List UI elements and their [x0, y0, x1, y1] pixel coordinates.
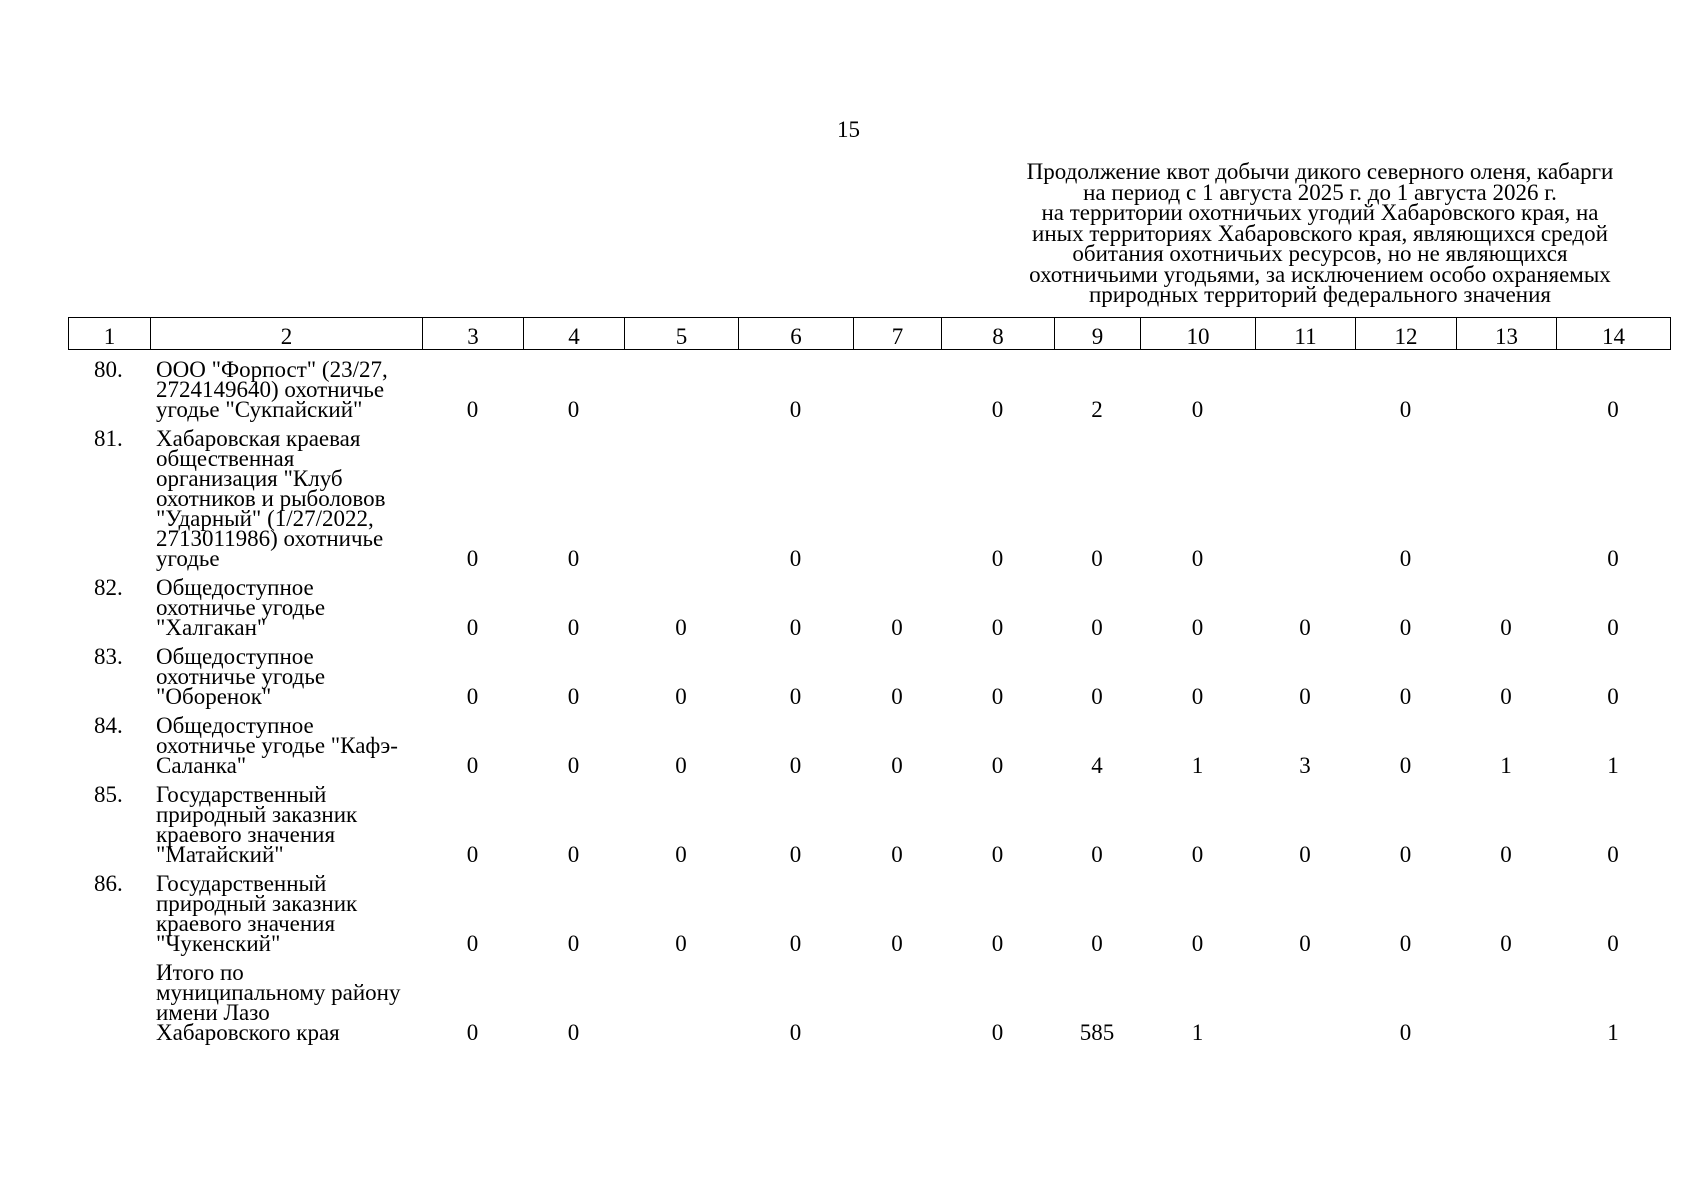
- cell-col-9: 0: [1091, 684, 1103, 709]
- row-name-line: охотничье угодье: [156, 595, 326, 620]
- heading-line: на период с 1 августа 2025 г. до 1 августа 2026 г.: [1083, 179, 1557, 205]
- cell-col-10: 0: [1191, 615, 1204, 640]
- row-name-line: Общедоступное: [156, 644, 314, 669]
- row-name: [150, 356, 422, 425]
- cell-col-10: 0: [1191, 397, 1204, 422]
- cell-col-8: 0: [991, 931, 1004, 956]
- cell-col-13: 1: [1500, 753, 1512, 778]
- cell-col-10: 0: [1191, 842, 1204, 867]
- cell-col-12: 0: [1399, 842, 1412, 867]
- cell-col-12: 0: [1399, 615, 1412, 640]
- column-header-row: [68, 317, 1671, 350]
- cell-col-14: 0: [1607, 931, 1619, 956]
- cell-col-5: [624, 425, 738, 574]
- quota-table: [68, 356, 1670, 1048]
- cell-col-8: 0: [991, 753, 1004, 778]
- cell-col-9: 585: [1079, 1020, 1115, 1045]
- cell-col-9: 0: [1091, 615, 1103, 640]
- row-name: [150, 870, 422, 959]
- row-name: [150, 574, 422, 643]
- cell-col-7: [853, 425, 941, 574]
- cell-col-13: [1456, 959, 1556, 1048]
- cell-col-8: 0: [991, 397, 1004, 422]
- row-number: 81.: [94, 426, 123, 451]
- row-name-line: угодье: [156, 546, 220, 571]
- cell-col-4: 0: [567, 753, 580, 778]
- cell-col-12: 0: [1399, 753, 1412, 778]
- cell-col-6: 0: [789, 753, 802, 778]
- cell-col-11: [1255, 959, 1355, 1048]
- row-name-line: Общедоступное: [156, 713, 314, 738]
- cell-col-5: 0: [675, 931, 687, 956]
- row-name-line: организация "Клуб: [156, 466, 343, 491]
- cell-col-12: 0: [1399, 931, 1412, 956]
- row-name-line: Государственный: [156, 782, 327, 807]
- table-row: [68, 959, 1670, 1048]
- column-header-6: 6: [739, 318, 854, 350]
- heading-line: природных территорий федерального значения: [1088, 282, 1552, 307]
- row-name-line: природный заказник: [156, 891, 358, 916]
- table-row: [68, 870, 1670, 959]
- column-header-7: 7: [854, 318, 942, 350]
- cell-col-8: 0: [991, 684, 1004, 709]
- cell-col-7: [853, 356, 941, 425]
- cell-col-13: 0: [1500, 615, 1512, 640]
- column-header-4: 4: [524, 318, 625, 350]
- row-name-line: Саланка": [156, 753, 247, 778]
- table-row: [68, 712, 1670, 781]
- row-name-line: "Халгакан": [156, 615, 267, 640]
- row-number: 84.: [94, 713, 123, 738]
- cell-col-14: 0: [1607, 397, 1619, 422]
- cell-col-6: 0: [789, 1020, 802, 1045]
- cell-col-11: [1255, 425, 1355, 574]
- heading-line: иных территориях Хабаровского края, являющихся средой: [1032, 220, 1608, 246]
- column-header-11: 11: [1256, 318, 1356, 350]
- row-name: [150, 643, 422, 712]
- heading-line: на территории охотничьих угодий Хабаровского края, на: [1041, 200, 1599, 225]
- cell-col-14: 0: [1607, 842, 1619, 867]
- cell-col-6: 0: [789, 546, 802, 571]
- row-name: [150, 781, 422, 870]
- row-name-line: общественная: [156, 446, 295, 471]
- cell-col-13: 0: [1500, 931, 1512, 956]
- cell-col-12: 0: [1399, 1020, 1412, 1045]
- cell-col-7: 0: [891, 842, 903, 867]
- column-header-12: 12: [1356, 318, 1457, 350]
- cell-col-10: 0: [1191, 684, 1204, 709]
- cell-col-5: [624, 959, 738, 1048]
- cell-col-6: 0: [789, 931, 802, 956]
- page-number: 15: [837, 117, 860, 142]
- cell-col-9: 0: [1091, 931, 1103, 956]
- cell-col-5: 0: [675, 615, 687, 640]
- heading-line: обитания охотничьих ресурсов, но не являющихся: [1072, 241, 1568, 266]
- cell-col-14: 0: [1607, 684, 1619, 709]
- column-header-13: 13: [1457, 318, 1557, 350]
- column-header-2: 2: [151, 318, 423, 350]
- cell-col-4: 0: [567, 1020, 580, 1045]
- cell-col-7: 0: [891, 931, 903, 956]
- cell-col-4: 0: [567, 615, 580, 640]
- cell-col-9: 0: [1091, 546, 1103, 571]
- row-name-line: Государственный: [156, 871, 327, 896]
- cell-col-6: 0: [789, 397, 802, 422]
- cell-col-8: 0: [991, 842, 1004, 867]
- row-name: [150, 425, 422, 574]
- column-header-14: 14: [1557, 318, 1671, 350]
- row-name-line: имени Лазо: [156, 1000, 270, 1025]
- cell-col-3: 0: [466, 931, 479, 956]
- row-name-line: 2724149640) охотничье: [156, 377, 385, 402]
- heading-line: охотничьими угодьями, за исключением особо охраняемых: [1029, 261, 1611, 287]
- cell-col-4: 0: [567, 931, 580, 956]
- column-header-8: 8: [942, 318, 1055, 350]
- cell-col-11: 0: [1299, 684, 1311, 709]
- row-name-line: 2713011986) охотничье: [156, 526, 384, 551]
- cell-col-3: 0: [466, 753, 479, 778]
- row-name: [150, 712, 422, 781]
- cell-col-12: 0: [1399, 684, 1412, 709]
- column-header-1: 1: [69, 318, 151, 350]
- cell-col-9: 0: [1091, 842, 1103, 867]
- row-name-line: муниципальному району: [156, 980, 401, 1005]
- cell-col-14: 1: [1607, 1020, 1619, 1045]
- cell-col-3: 0: [466, 397, 479, 422]
- cell-col-6: 0: [789, 615, 802, 640]
- cell-col-14: 0: [1607, 615, 1619, 640]
- cell-col-10: 1: [1191, 753, 1204, 778]
- heading-line: Продолжение квот добычи дикого северного оленя, кабарги: [1026, 159, 1614, 184]
- cell-col-11: 0: [1299, 615, 1311, 640]
- cell-col-7: 0: [891, 684, 903, 709]
- cell-col-4: 0: [567, 397, 580, 422]
- cell-col-4: 0: [567, 842, 580, 867]
- row-name-line: "Оборенок": [156, 684, 272, 709]
- cell-col-11: 0: [1299, 842, 1311, 867]
- cell-col-13: 0: [1500, 842, 1512, 867]
- cell-col-12: 0: [1399, 546, 1412, 571]
- cell-col-5: 0: [675, 684, 687, 709]
- row-name-line: краевого значения: [156, 822, 336, 847]
- row-name-line: Общедоступное: [156, 575, 314, 600]
- row-name-line: Итого по: [156, 960, 244, 985]
- cell-col-7: [853, 959, 941, 1048]
- cell-col-13: 0: [1500, 684, 1512, 709]
- table-heading: [1000, 159, 1640, 307]
- cell-col-3: 0: [466, 684, 479, 709]
- row-name-line: "Матайский": [156, 842, 284, 867]
- table-row: [68, 643, 1670, 712]
- table-row: [68, 356, 1670, 425]
- row-number: 85.: [94, 782, 123, 807]
- cell-col-4: 0: [567, 546, 580, 571]
- cell-col-7: 0: [891, 615, 903, 640]
- cell-col-11: 0: [1299, 931, 1311, 956]
- row-name-line: охотничье угодье: [156, 664, 326, 689]
- row-name: [150, 959, 422, 1048]
- row-name-line: Хабаровского края: [156, 1020, 340, 1045]
- row-number: 83.: [94, 644, 123, 669]
- row-name-line: "Ударный" (1/27/2022,: [156, 506, 374, 531]
- cell-col-12: 0: [1399, 397, 1412, 422]
- table-row: [68, 574, 1670, 643]
- column-header-10: 10: [1141, 318, 1256, 350]
- cell-col-13: [1456, 425, 1556, 574]
- column-header-5: 5: [625, 318, 739, 350]
- row-name-line: природный заказник: [156, 802, 358, 827]
- cell-col-3: 0: [466, 615, 479, 640]
- row-name-line: охотников и рыболовов: [156, 486, 386, 511]
- cell-col-3: 0: [466, 546, 479, 571]
- row-name-line: "Чукенский": [156, 931, 281, 956]
- row-number: 82.: [94, 575, 123, 600]
- column-header-3: 3: [423, 318, 524, 350]
- cell-col-3: 0: [466, 1020, 479, 1045]
- cell-col-5: 0: [675, 842, 687, 867]
- cell-col-7: 0: [891, 753, 903, 778]
- cell-col-14: 0: [1607, 546, 1619, 571]
- row-number: 86.: [94, 871, 123, 896]
- cell-col-5: [624, 356, 738, 425]
- row-number: [68, 959, 150, 1048]
- cell-col-11: 3: [1299, 753, 1311, 778]
- cell-col-6: 0: [789, 684, 802, 709]
- row-name-line: охотничье угодье "Кафэ-: [156, 733, 398, 758]
- cell-col-10: 1: [1191, 1020, 1204, 1045]
- cell-col-13: [1456, 356, 1556, 425]
- cell-col-6: 0: [789, 842, 802, 867]
- row-name-line: краевого значения: [156, 911, 336, 936]
- cell-col-8: 0: [991, 546, 1004, 571]
- row-name-line: ООО "Форпост" (23/27,: [156, 357, 388, 382]
- cell-col-14: 1: [1607, 753, 1619, 778]
- cell-col-9: 4: [1091, 753, 1103, 778]
- table-row: [68, 781, 1670, 870]
- cell-col-10: 0: [1191, 931, 1204, 956]
- table-row: [68, 425, 1670, 574]
- cell-col-10: 0: [1191, 546, 1204, 571]
- row-name-line: Хабаровская краевая: [156, 426, 361, 451]
- cell-col-9: 2: [1091, 397, 1103, 422]
- cell-col-8: 0: [991, 615, 1004, 640]
- row-name-line: угодье "Сукпайский": [156, 397, 363, 422]
- row-number: 80.: [94, 357, 123, 382]
- cell-col-11: [1255, 356, 1355, 425]
- column-header-9: 9: [1055, 318, 1141, 350]
- cell-col-5: 0: [675, 753, 687, 778]
- cell-col-8: 0: [991, 1020, 1004, 1045]
- cell-col-3: 0: [466, 842, 479, 867]
- cell-col-4: 0: [567, 684, 580, 709]
